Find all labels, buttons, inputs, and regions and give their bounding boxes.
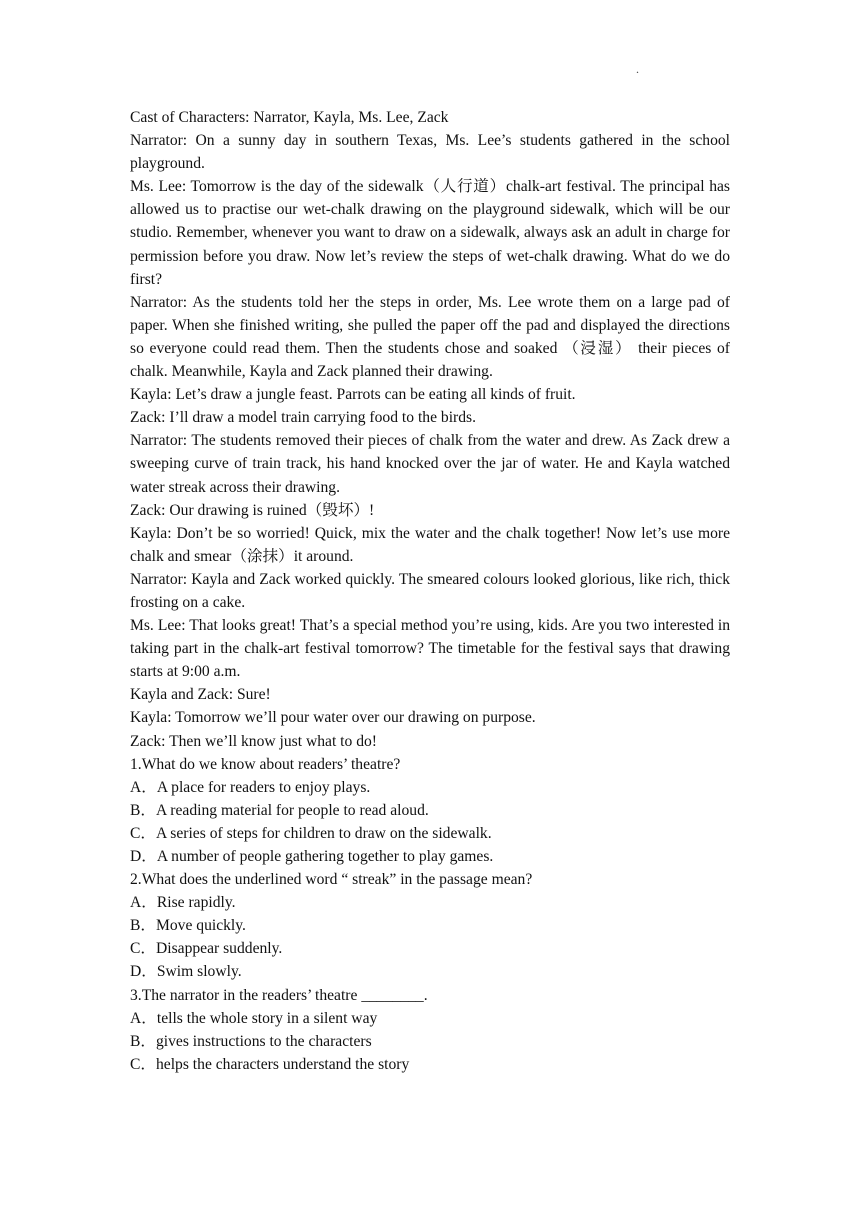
question-2-option-c: C．Disappear suddenly. [130, 940, 283, 958]
dialogue-paragraph: Zack: Then we’ll know just what to do! [130, 732, 377, 750]
dialogue-paragraph: Kayla and Zack: Sure! [130, 686, 271, 704]
question-1-option-b: B．A reading material for people to read aloud. [130, 801, 429, 819]
question-1-option-d: D．A number of people gathering together to play games. [130, 848, 494, 865]
question-3-option-b: B．gives instructions to the characters [130, 1032, 372, 1050]
question-3-option-c: C．helps the characters understand the story [130, 1055, 410, 1073]
question-3-option-a: A．tells the whole story in a silent way [130, 1009, 378, 1027]
question-2-option-a: A．Rise rapidly. [130, 894, 236, 912]
document-body [130, 106, 730, 1076]
question-1-option-c: C．A series of steps for children to draw on the sidewalk. [130, 824, 492, 842]
dialogue-paragraph: Kayla: Tomorrow we’ll pour water over our drawing on purpose. [130, 709, 536, 727]
dialogue-paragraph: Kayla: Don’t be so worried! Quick, mix the water and the chalk together! Now let’s use more chalk and smear（涂抹）it around. [130, 524, 730, 565]
dialogue-paragraph: Narrator: The students removed their pieces of chalk from the water and drew. As Zack drew a sweeping curve of train track, his hand knocked over the jar of water. He and Kayla watched water streak across their drawing. [130, 432, 730, 496]
dialogue-paragraph: Narrator: Kayla and Zack worked quickly. The smeared colours looked glorious, like rich, thick frosting on a cake. [130, 570, 730, 611]
dialogue-paragraph: Narrator: On a sunny day in southern Texas, Ms. Lee’s students gathered in the school playground. [130, 132, 730, 173]
dialogue-paragraph: Zack: Our drawing is ruined（毁坏）! [130, 501, 375, 519]
dialogue-paragraph: Zack: I’ll draw a model train carrying food to the birds. [130, 409, 476, 427]
question-1-stem: 1.What do we know about readers’ theatre? [130, 755, 401, 773]
question-2-option-d: D．Swim slowly. [130, 963, 242, 981]
dialogue-paragraph: Narrator: As the students told her the steps in order, Ms. Lee wrote them on a large pad of paper. When she finished writing, she pulled the paper off the pad and displayed the directions so everyone could read them. Then the students chose and soaked （浸湿） their pieces of chalk. Meanwhile, Kayla and Zack planned their drawing. [130, 293, 730, 381]
dialogue-paragraph: Kayla: Let’s draw a jungle feast. Parrots can be eating all kinds of fruit. [130, 386, 576, 404]
dialogue-paragraph: Ms. Lee: Tomorrow is the day of the sidewalk（人行道）chalk-art festival. The principal has allowed us to practise our wet-chalk drawing on the playground sidewalk, which will be our studio. Remember, whenever you want to draw on a sidewalk, always ask an adult in charge for permission before you draw. Now let’s review the steps of wet-chalk drawing. What do we do first? [130, 178, 730, 288]
dialogue-paragraph: Ms. Lee: That looks great! That’s a special method you’re using, kids. Are you two interested in taking part in the chalk-art festival tomorrow? The timetable for the festival says that drawing starts at 9:00 a.m. [130, 617, 730, 681]
question-2-option-b: B．Move quickly. [130, 917, 246, 935]
cast-line: Cast of Characters: Narrator, Kayla, Ms. Lee, Zack [130, 109, 449, 126]
header-dot: . [636, 62, 639, 76]
question-1-option-a: A．A place for readers to enjoy plays. [130, 778, 371, 796]
question-2-stem: 2.What does the underlined word “ streak” in the passage mean? [130, 871, 533, 889]
question-3-stem: 3.The narrator in the readers’ theatre ________. [130, 986, 428, 1004]
